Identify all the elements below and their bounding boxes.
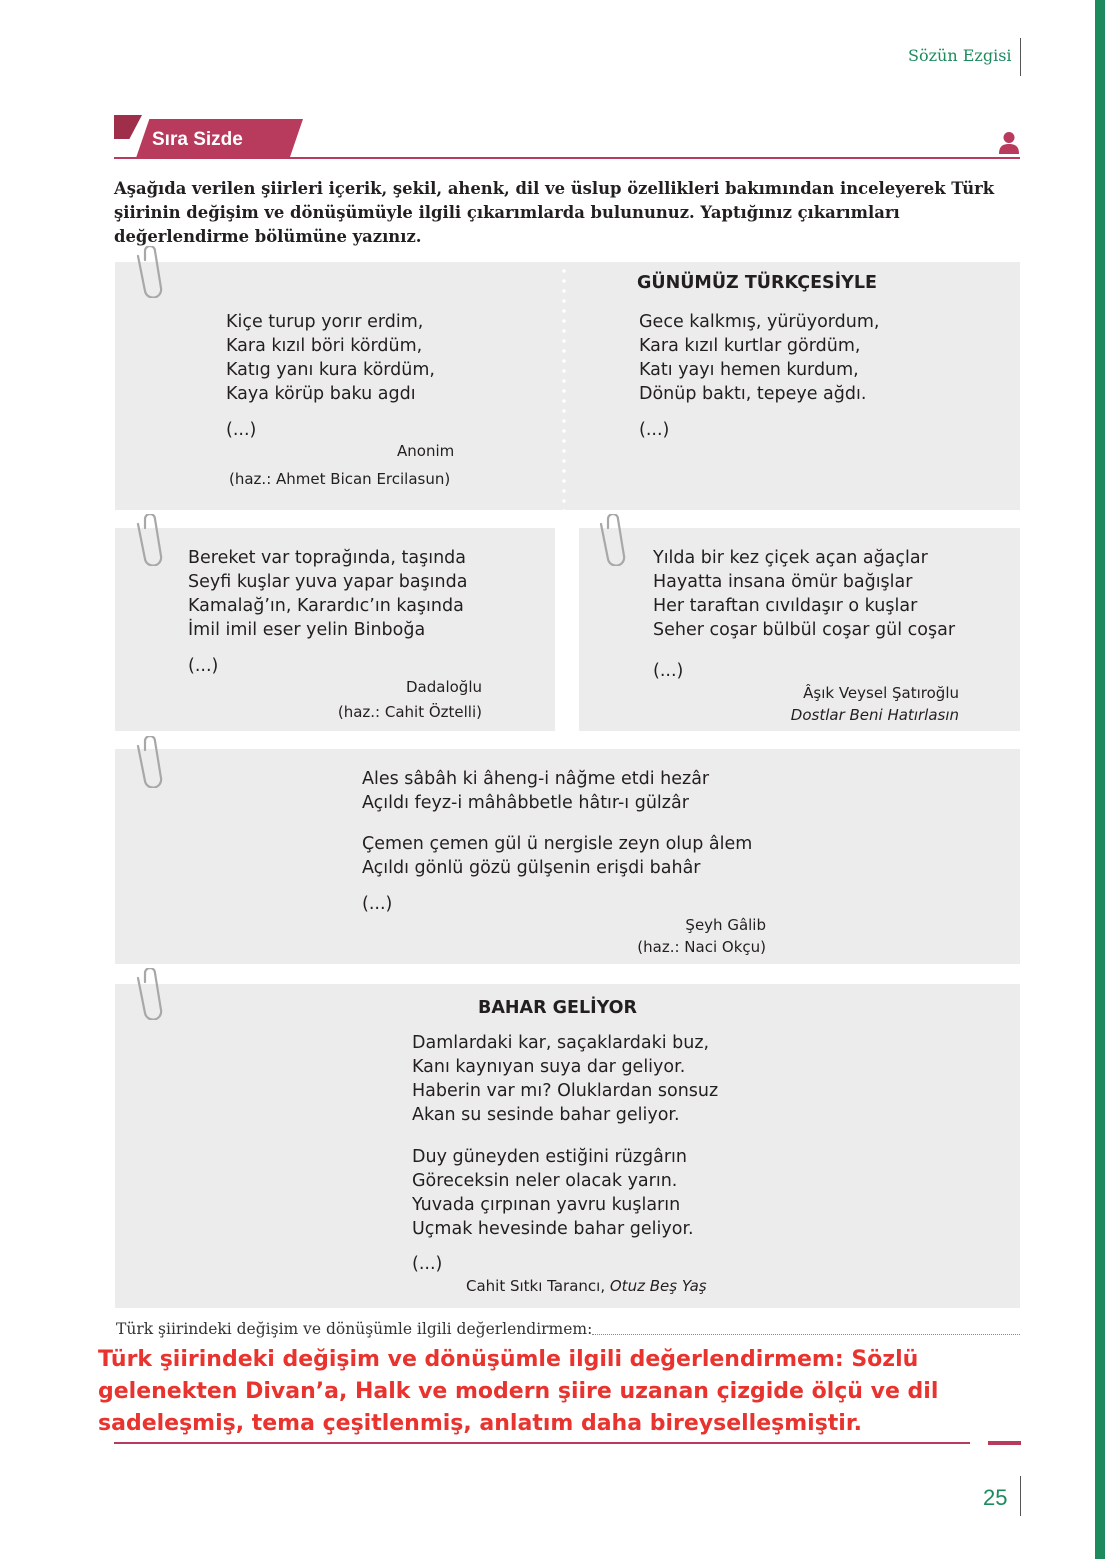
poem-editor: (haz.: Cahit Öztelli) xyxy=(337,703,482,721)
verse-line: Göreceksin neler olacak yarın. xyxy=(412,1171,678,1191)
paperclip-icon xyxy=(135,246,165,298)
poem-author: Cahit Sıtkı Tarancı, xyxy=(466,1277,610,1295)
verse-line: Uçmak hevesinde bahar geliyor. xyxy=(412,1219,694,1239)
poem-author: Âşık Veysel Şatıroğlu xyxy=(803,684,959,702)
evaluation-answer[interactable]: Türk şiirindeki değişim ve dönüşümle ilgili değerlendirmem: Sözlü gelenekten Divan’a, Halk ve modern şiire uzanan çizgide ölçü ve dil sadeleşmiş, tema çeşitlenmiş, anlatım daha bireyselleşmiştir. xyxy=(98,1347,939,1436)
banner-accent xyxy=(114,115,142,139)
verse-line: Haberin var mı? Oluklardan sonsuz xyxy=(412,1081,719,1101)
poem-ellipsis: (...) xyxy=(412,1254,443,1274)
poem-anonim-lines xyxy=(226,310,435,406)
paperclip-icon xyxy=(135,514,165,566)
page-edge-bar xyxy=(1095,0,1105,1559)
verse-line: Akan su sesinde bahar geliyor. xyxy=(412,1105,680,1125)
section-label: Sıra Sizde xyxy=(152,129,243,150)
poem-author: Dadaloğlu xyxy=(406,678,482,696)
verse-line: Katıg yanı kura kördüm, xyxy=(226,360,435,380)
poem-ellipsis: (...) xyxy=(188,656,219,676)
poem-bahar-stanza1 xyxy=(412,1031,718,1127)
poem-veysel-lines xyxy=(653,546,955,642)
poem-title: BAHAR GELİYOR xyxy=(478,998,638,1018)
verse-line: Açıldı feyz-i mâhâbbetle hâtır-ı gülzâr xyxy=(362,793,689,813)
evaluation-rule-accent xyxy=(988,1441,1021,1445)
verse-line: Kara kızıl böri kördüm, xyxy=(226,336,423,356)
poem-ellipsis: (...) xyxy=(653,661,684,681)
verse-line: Kiçe turup yorır erdim, xyxy=(226,312,424,332)
running-head: Sözün Ezgisi xyxy=(908,46,1012,65)
footer-divider xyxy=(1020,1476,1021,1516)
instructions-text: Aşağıda verilen şiirleri içerik, şekil, ahenk, dil ve üslup özellikleri bakımından inceleyerek Türk şiirinin değişim ve dönüşümüyle ilgili çıkarımlarda bulununuz. Yaptığınız çıkarımları değerlendirme bölümüne yazınız. xyxy=(114,179,995,246)
poem-editor: (haz.: Naci Okçu) xyxy=(637,938,766,956)
paperclip-icon xyxy=(598,514,628,566)
poem-work: Otuz Beş Yaş xyxy=(609,1277,707,1295)
verse-line: Duy güneyden estiğini rüzgârın xyxy=(412,1147,687,1167)
verse-line: Damlardaki kar, saçaklardaki buz, xyxy=(412,1033,710,1053)
poem-title: GÜNÜMÜZ TÜRKÇESİYLE xyxy=(637,273,877,293)
verse-line: Seyfi kuşlar yuva yapar başında xyxy=(188,572,468,592)
verse-line: Bereket var toprağında, taşında xyxy=(188,548,466,568)
section-rule xyxy=(114,157,1020,159)
person-icon xyxy=(998,131,1020,155)
dotted-divider xyxy=(562,266,566,510)
verse-line: Yılda bir kez çiçek açan ağaçlar xyxy=(653,548,928,568)
verse-line: Her taraftan cıvıldaşır o kuşlar xyxy=(653,596,918,616)
page-number: 25 xyxy=(983,1485,1008,1510)
evaluation-rule xyxy=(114,1442,970,1444)
header-divider xyxy=(1020,38,1021,76)
poem-ellipsis: (...) xyxy=(362,894,393,914)
verse-line: Ales sâbâh ki âheng-i nâğme etdi hezâr xyxy=(362,769,710,789)
evaluation-dotted-line xyxy=(592,1334,1020,1335)
verse-line: Kara kızıl kurtlar gördüm, xyxy=(639,336,861,356)
poem-author: Şeyh Gâlib xyxy=(685,916,766,934)
verse-line: Katı yayı hemen kurdum, xyxy=(639,360,859,380)
poem-editor: (haz.: Ahmet Bican Ercilasun) xyxy=(229,470,451,488)
poem-ellipsis: (...) xyxy=(226,420,257,440)
poem-ellipsis: (...) xyxy=(639,420,670,440)
verse-line: Çemen çemen gül ü nergisle zeyn olup âlem xyxy=(362,834,753,854)
verse-line: Kanı kaynıyan suya dar geliyor. xyxy=(412,1057,686,1077)
evaluation-label: Türk şiirindeki değişim ve dönüşümle ilgili değerlendirmem: xyxy=(116,1320,593,1338)
verse-line: Dönüp baktı, tepeye ağdı. xyxy=(639,384,867,404)
poem-work: Dostlar Beni Hatırlasın xyxy=(790,706,959,724)
poem-modern-lines xyxy=(639,310,879,406)
verse-line: Gece kalkmış, yürüyordum, xyxy=(639,312,880,332)
poem-dadaloglu-lines xyxy=(188,546,467,642)
verse-line: Açıldı gönlü gözü gülşenin erişdi bahâr xyxy=(362,858,701,878)
verse-line: Kamalağ’ın, Karardıc’ın kaşında xyxy=(188,596,464,616)
verse-line: Kaya körüp baku agdı xyxy=(226,384,416,404)
verse-line: Hayatta insana ömür bağışlar xyxy=(653,572,913,592)
poem-bahar-stanza2 xyxy=(412,1145,694,1241)
verse-line: Yuvada çırpınan yavru kuşların xyxy=(412,1195,681,1215)
verse-line: Seher coşar bülbül coşar gül coşar xyxy=(653,620,956,640)
paperclip-icon xyxy=(135,968,165,1020)
paperclip-icon xyxy=(135,736,165,788)
poem-author: Anonim xyxy=(397,442,455,460)
poem-galib-stanza1 xyxy=(362,767,709,815)
verse-line: İmil imil eser yelin Binboğa xyxy=(188,620,426,640)
poem-attribution xyxy=(466,1277,707,1295)
poem-galib-stanza2 xyxy=(362,832,752,880)
